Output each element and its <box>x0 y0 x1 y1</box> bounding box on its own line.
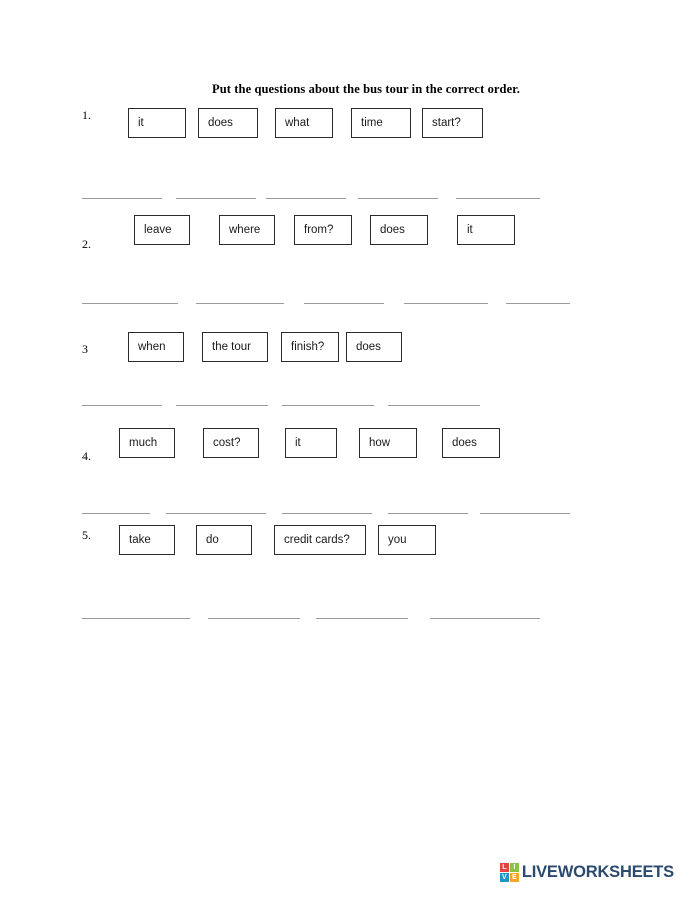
word-tile[interactable]: what <box>275 108 333 138</box>
word-tile[interactable]: does <box>346 332 402 362</box>
answer-blank[interactable] <box>404 303 488 304</box>
question-number: 3 <box>82 342 88 356</box>
question-number: 5. <box>82 528 91 542</box>
answer-blank[interactable] <box>388 405 480 406</box>
answer-blank[interactable] <box>304 303 384 304</box>
word-tile[interactable]: does <box>442 428 500 458</box>
answer-blank[interactable] <box>82 618 190 619</box>
word-tile[interactable]: start? <box>422 108 483 138</box>
answer-blank[interactable] <box>266 198 346 199</box>
answer-blank[interactable] <box>166 513 266 514</box>
question-number: 4. <box>82 449 91 463</box>
answer-blank[interactable] <box>456 198 540 199</box>
question-number: 1. <box>82 108 91 122</box>
page-title: Put the questions about the bus tour in the correct order. <box>211 82 520 96</box>
word-tile[interactable]: leave <box>134 215 190 245</box>
answer-blank[interactable] <box>388 513 468 514</box>
word-tile[interactable]: from? <box>294 215 352 245</box>
answer-blank[interactable] <box>358 198 438 199</box>
word-tile[interactable]: you <box>378 525 436 555</box>
word-tile[interactable]: the tour <box>202 332 268 362</box>
word-tile[interactable]: does <box>198 108 258 138</box>
word-tile[interactable]: it <box>128 108 186 138</box>
word-tile[interactable]: does <box>370 215 428 245</box>
word-tile[interactable]: credit cards? <box>274 525 366 555</box>
logo-letter-l: L <box>500 863 509 872</box>
word-tile[interactable]: it <box>457 215 515 245</box>
word-tile[interactable]: do <box>196 525 252 555</box>
logo-wordmark: LIVEWORKSHEETS <box>521 862 674 881</box>
answer-blank[interactable] <box>208 618 300 619</box>
answer-blank[interactable] <box>82 303 178 304</box>
word-tile[interactable]: it <box>285 428 337 458</box>
answer-blank[interactable] <box>82 198 162 199</box>
question-number: 2. <box>82 237 91 251</box>
logo-letter-e: E <box>510 873 519 882</box>
word-tile[interactable]: how <box>359 428 417 458</box>
word-tile[interactable]: time <box>351 108 411 138</box>
logo-letter-i: I <box>510 863 519 872</box>
word-tile[interactable]: when <box>128 332 184 362</box>
word-tile[interactable]: where <box>219 215 275 245</box>
answer-blank[interactable] <box>82 405 162 406</box>
liveworksheets-logo <box>500 862 674 882</box>
word-tile[interactable]: cost? <box>203 428 259 458</box>
answer-blank[interactable] <box>196 303 284 304</box>
answer-blank[interactable] <box>82 513 150 514</box>
logo-letter-v: V <box>500 873 509 882</box>
answer-blank[interactable] <box>480 513 570 514</box>
answer-blank[interactable] <box>506 303 570 304</box>
word-tile[interactable]: much <box>119 428 175 458</box>
word-tile[interactable]: take <box>119 525 175 555</box>
answer-blank[interactable] <box>176 405 268 406</box>
logo-squares-icon <box>500 863 519 882</box>
answer-blank[interactable] <box>282 513 372 514</box>
answer-blank[interactable] <box>430 618 540 619</box>
word-tile[interactable]: finish? <box>281 332 339 362</box>
answer-blank[interactable] <box>282 405 374 406</box>
answer-blank[interactable] <box>316 618 408 619</box>
answer-blank[interactable] <box>176 198 256 199</box>
